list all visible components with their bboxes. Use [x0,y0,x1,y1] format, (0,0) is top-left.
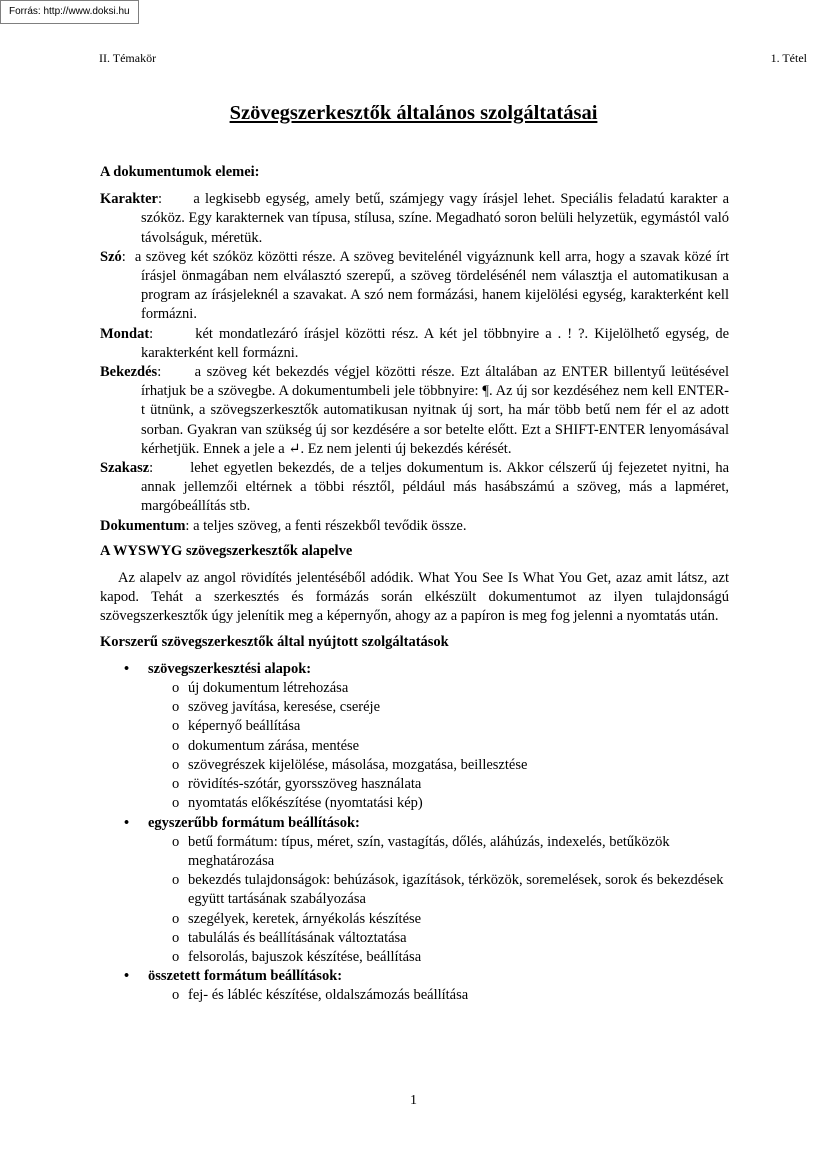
bullet-icon: • [124,814,130,831]
section-heading-services: Korszerű szövegszerkesztők által nyújtott szolgáltatások [100,633,449,650]
circle-bullet-icon: o [172,776,180,793]
service-item [100,775,729,794]
definition-separator: : [149,325,196,342]
service-group-label: egyszerűbb formátum beállítások: [148,814,360,831]
definition-item [100,363,729,459]
source-url-label: Forrás: http://www.doksi.hu [0,0,139,24]
definition-term: Karakter [100,191,158,208]
circle-bullet-icon: o [172,948,180,965]
service-item-text: rövidítés-szótár, gyorsszöveg használata [188,776,422,793]
page-title: Szövegszerkesztők általános szolgáltatásai [229,102,598,124]
definition-item [100,459,729,517]
service-group-label: szövegszerkesztési alapok: [148,660,312,677]
service-sublist [148,986,729,1005]
bullet-icon: • [124,968,130,985]
service-group-label: összetett formátum beállítások: [148,968,343,985]
service-item-text: felsorolás, bajuszok készítése, beállítása [188,948,422,965]
definition-term: Mondat [100,325,150,342]
circle-bullet-icon: o [172,929,180,946]
circle-bullet-icon: o [172,987,180,1004]
definition-item [100,517,729,536]
definition-text: lehet egyetlen bekezdés, de a teljes dokumentum is. Akkor célszerű új fejezetet nyitni, ha annak jellemzői eltérnek a többi résztől, például más hasábszámú a szöveg, más a lapméret, margóbeállítás stb. [141,460,730,515]
service-item-text: szövegrészek kijelölése, másolása, mozgatása, beillesztése [188,756,528,773]
service-item [100,910,729,929]
service-item [100,717,729,736]
document-body [100,163,729,1006]
service-item [100,737,729,756]
definition-separator: : [149,460,191,477]
definition-text: két mondatlezáró írásjel közötti rész. A két jel többnyire a . ! ?. Kijelölhető egység, de karakterként kell formázni. [141,325,730,361]
definition-separator: : [121,248,135,265]
service-item [100,929,729,948]
circle-bullet-icon: o [172,680,180,697]
definition-text: a teljes szöveg, a fenti részekből tevődik össze. [193,517,467,534]
service-item-text: fej- és lábléc készítése, oldalszámozás beállítása [188,987,469,1004]
circle-bullet-icon: o [172,699,180,716]
definition-item [100,248,729,325]
service-item-text: szegélyek, keretek, árnyékolás készítése [188,910,422,927]
circle-bullet-icon: o [172,737,180,754]
header-topic: II. Témakör [99,51,157,65]
section-heading-wysiwyg: A WYSWYG szövegszerkesztők alapelve [100,542,353,559]
circle-bullet-icon: o [172,756,180,773]
service-item [100,948,729,967]
service-item-text: bekezdés tulajdonságok: behúzások, igazítások, térközök, soremelések, sorok és bekezdések együtt tartásának szabályozása [188,872,724,908]
section-heading-elements: A dokumentumok elemei: [100,164,260,180]
definition-term: Dokumentum [100,517,186,534]
definition-term: Bekezdés [100,364,158,381]
definition-item [100,190,729,248]
service-item-text: új dokumentum létrehozása [188,680,349,697]
service-item-text: dokumentum zárása, mentése [188,737,360,754]
service-item-text: nyomtatás előkészítése (nyomtatási kép) [188,795,423,812]
definition-text: a szöveg két szóköz közötti része. A szöveg bevitelénél vigyáznunk kell arra, hogy a szavak közé írt írásjel önmagában nem elválasztó szerepű, a szöveg tördelésénél nem választja el automatikusan a program az írásjeleknél a szavakat. A szó nem formázási, hanem kijelölési egység, karakterként kell formázni. [134,248,729,323]
circle-bullet-icon: o [172,718,180,735]
definition-text: a szöveg két bekezdés végjel közötti része. Ezt általában az ENTER billentyű leütésével írhatjuk be a szövegbe. A dokumentumbeli jele többnyire: ¶. Az új sor kezdéséhez nem kell ENTER-t ütnünk, a szövegszerkesztők automatikusan nyitnak új sort, ha már több betű nem fér el az adott sorban. Gyakran van szükség új sor kezdésére a sor betelte előtt. Ezt a SHIFT-ENTER lenyomásával kérhetjük. Ennek a jele a ↵. Ez nem jelenti új bekezdés kérését. [141,364,729,457]
definition-item [100,325,729,363]
service-item [100,698,729,717]
definition-term: Szakasz [100,460,150,477]
circle-bullet-icon: o [172,795,180,812]
service-item-text: szöveg javítása, keresése, cseréje [188,699,381,716]
service-item [100,986,729,1005]
definition-separator: : [157,364,195,381]
bullet-icon: • [124,660,130,677]
service-group [100,967,729,1005]
service-group [100,814,729,968]
service-item [100,871,729,909]
circle-bullet-icon: o [172,872,180,889]
definition-term: Szó [100,248,122,265]
service-group [100,660,729,814]
page-number: 1 [410,1093,417,1108]
service-sublist [148,833,729,967]
service-item-text: betű formátum: típus, méret, szín, vastagítás, dőlés, aláhúzás, indexelés, betűközök meghatározása [188,833,670,869]
service-item [100,794,729,813]
definition-list [100,190,729,536]
circle-bullet-icon: o [172,833,180,850]
service-item-text: képernyő beállítása [188,718,301,735]
definition-text: a legkisebb egység, amely betű, számjegy vagy írásjel lehet. Speciális feladatú karakter a szóköz. Egy karakternek van típusa, stílusa, színe. Megadható soron belüli helyzetük, egymástól való távolságuk, méretük. [141,191,730,246]
wysiwyg-paragraph: Az alapelv az angol rövidítés jelentéséből adódik. What You See Is What You Get, azaz amit látsz, azt kapod. Tehát a szerkesztés és formázás során elkészült dokumentumot az ilyen tulajdonságú szövegszerkesztők úgy jelenítik meg a képernyőn, ahogy az a papíron is meg fog jelenni a nyomtatás után. [100,570,729,625]
definition-separator: : [157,191,194,208]
definition-separator: : [185,517,194,534]
service-item [100,833,729,871]
service-item [100,679,729,698]
header-item-number: 1. Tétel [770,51,807,65]
service-item [100,756,729,775]
service-sublist [148,679,729,813]
circle-bullet-icon: o [172,910,180,927]
service-item-text: tabulálás és beállításának változtatása [188,929,407,946]
services-list [100,660,729,1006]
